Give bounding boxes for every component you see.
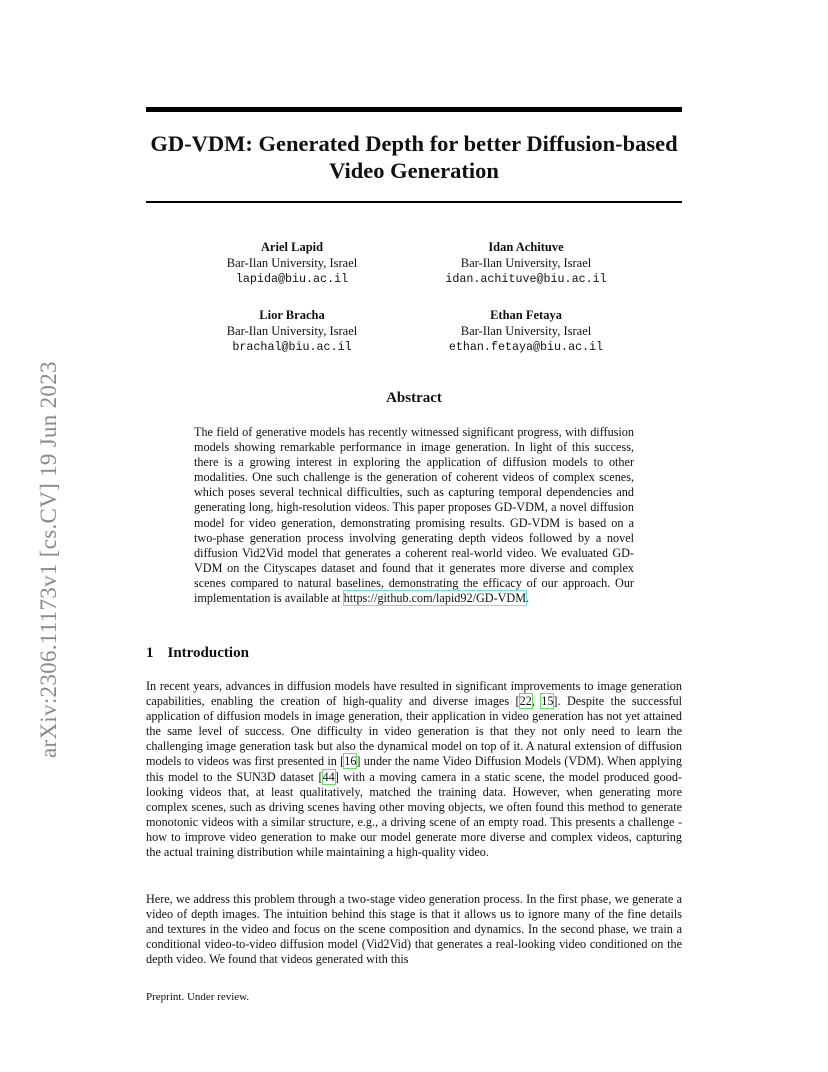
author-block [177,239,407,287]
abstract-text [194,425,634,606]
author-email[interactable]: lapida@biu.ac.il [235,272,349,286]
footer-note: Preprint. Under review. [146,991,250,1003]
paper-title [146,130,682,184]
title-line-2: Video Generation [329,158,499,183]
author-block [411,239,641,287]
abstract-end: . [526,591,530,606]
author-name: Idan Achituve [488,240,564,254]
citation-link[interactable]: 15 [541,694,554,709]
citation-link[interactable]: 16 [344,754,357,769]
text-run: In recent years, advances in diffusion models have resulted in significant improvements to image generation capabilities, enabling the creation of high-quality and diverse images [ [146,679,682,709]
citation-link[interactable]: 22 [519,694,532,709]
title-bottom-rule [146,201,682,203]
text-run: ] under the name Video Diffusion Models (VDM). When applying this model to the SUN3D dataset [ [146,754,682,784]
text-run: , [531,694,542,709]
author-email[interactable]: brachal@biu.ac.il [232,340,352,354]
author-name: Lior Bracha [259,308,325,322]
author-affiliation: Bar-Ilan University, Israel [226,256,358,270]
author-affiliation: Bar-Ilan University, Israel [226,324,358,338]
text-run: ] with a moving camera in a static scene, the model produced good-looking videos that, at least qualitatively, matched the training data. However, when generating more complex scenes, such as driving scenes having other moving objects, we often found this method to generate monotonic videos with a similar structure, e.g., a driving scene of an empty road. This presents a challenge - how to improve video generation to make our model generate more diverse and complex videos, capturing the actual training distribution while maintaining a high-quality video. [146,769,682,860]
abstract-heading: Abstract [386,390,442,406]
author-name: Ethan Fetaya [490,308,562,322]
section-number: 1 [146,645,154,661]
title-top-rule [146,107,682,112]
intro-paragraph-2: Here, we address this problem through a two-stage video generation process. In the first phase, we generate a video of depth images. The intuition behind this stage is that it allows us to ignore many of the fine details and textures in the video and focus on the scene composition and dynamics. In the second phase, we train a conditional video-to-video diffusion model (Vid2Vid) that generates a real-looking video conditioned on the depth video. We found that videos generated with this [146,892,682,967]
author-affiliation: Bar-Ilan University, Israel [460,256,592,270]
abstract-body-text: The field of generative models has recently witnessed significant progress, with diffusion models showing remarkable performance in image generation. In light of this success, there is a growing interest in exploring the application of diffusion models to other modalities. One such challenge is the generation of coherent videos of complex scenes, which poses several technical difficulties, such as capturing temporal dependencies and generating long, high-resolution videos. This paper proposes GD-VDM, a novel diffusion model for video generation, demonstrating promising results. GD-VDM is based on a two-phase generation process involving generating depth videos followed by a novel diffusion Vid2Vid model that generates a coherent real-world video. We evaluated GD-VDM on the Cityscapes dataset and found that it generates more diverse and complex scenes compared to natural baselines, demonstrating the efficacy of our approach. Our implementation is available at [194,425,634,606]
intro-paragraph-1 [146,679,682,860]
author-name: Ariel Lapid [260,240,324,254]
author-email[interactable]: idan.achituve@biu.ac.il [445,272,607,286]
github-link[interactable]: https://github.com/lapid92/GD-VDM [343,591,527,606]
title-line-1: GD-VDM: Generated Depth for better Diffusion-based [150,131,678,156]
arxiv-stamp: arXiv:2306.11173v1 [cs.CV] 19 Jun 2023 [36,361,61,758]
section-title: Introduction [167,645,249,661]
text-run: ]. Despite the successful application of diffusion models in image generation, their application in video generation has not yet attained the same level of success. One difficulty in video generation is that they not only need to learn the challenging image generation task but also the dynamical model on top of it. A natural extension of diffusion models to videos was first presented in [ [146,694,683,769]
section-heading-introduction [146,645,249,662]
author-block [177,307,407,355]
citation-link[interactable]: 44 [322,769,335,784]
author-affiliation: Bar-Ilan University, Israel [460,324,592,338]
author-email[interactable]: ethan.fetaya@biu.ac.il [448,340,604,354]
author-block [411,307,641,355]
